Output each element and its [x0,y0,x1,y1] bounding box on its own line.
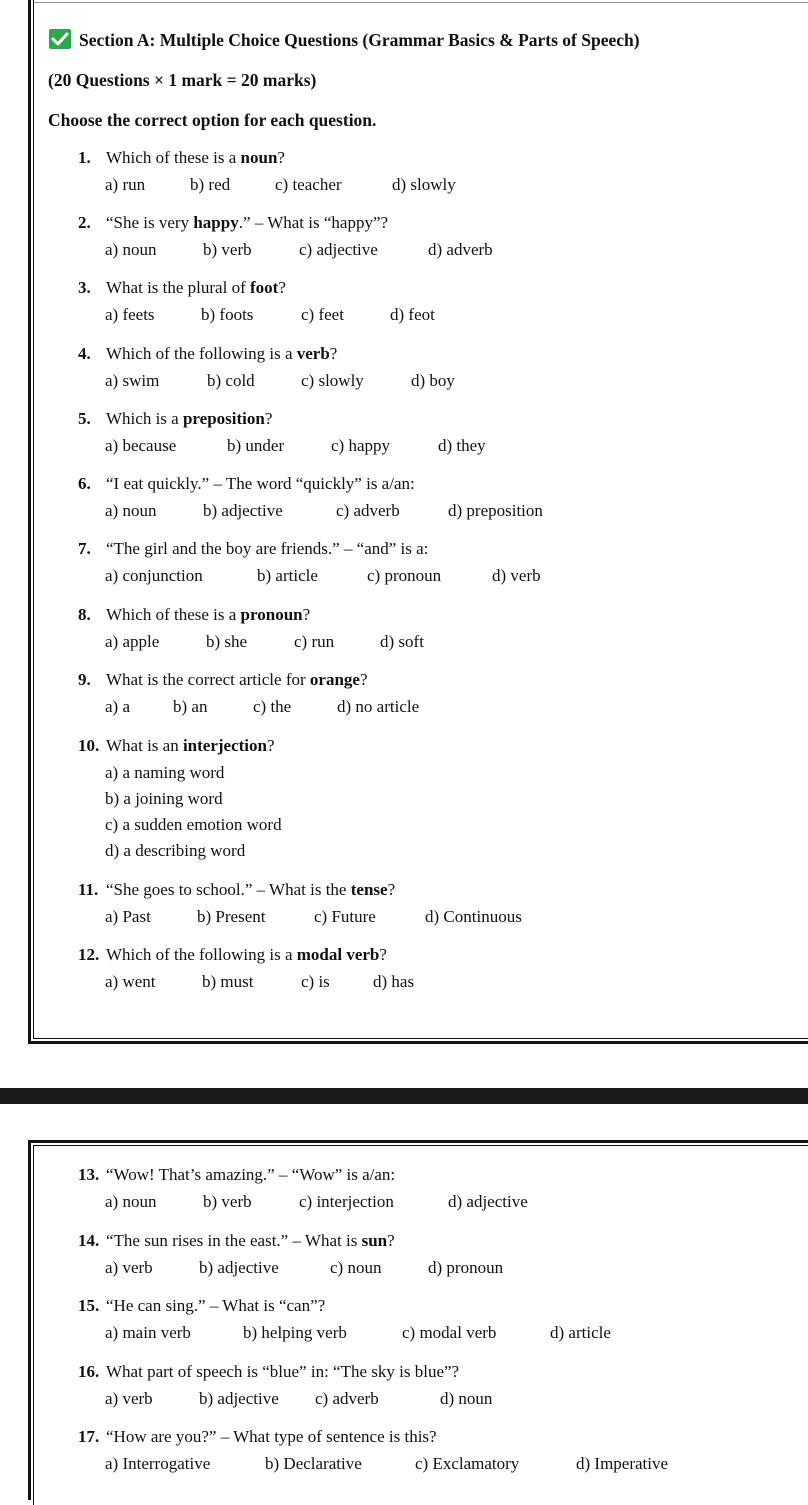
question-2-option-c[interactable]: c) adjective [299,240,378,259]
question-13 [78,1165,395,1185]
question-text-end: ? [266,736,275,755]
question-number: 4. [78,344,91,363]
question-5-option-c[interactable]: c) happy [331,436,391,455]
question-text: “He can sing.” – What is “can”? [106,1296,326,1315]
question-7-option-c[interactable]: c) pronoun [367,566,442,585]
question-text-end: .” – What is “happy”? [238,213,389,232]
question-text-end: ? [359,670,368,689]
question-3-option-b[interactable]: b) foots [201,305,254,324]
question-2 [78,213,388,233]
question-text-end: ? [264,409,273,428]
question-6-option-c[interactable]: c) adverb [336,501,400,520]
question-number: 2. [78,213,91,232]
question-9-option-a[interactable]: a) a [105,697,131,716]
question-7 [78,539,428,559]
question-10-option-c[interactable]: c) a sudden emotion word [105,815,282,834]
question-6-option-d[interactable]: d) preposition [448,501,543,520]
question-text-end: ? [379,945,387,964]
question-6-option-b[interactable]: b) adjective [203,501,283,520]
question-number: 12. [78,945,100,964]
question-5 [78,409,272,429]
question-number: 1. [78,148,91,167]
question-12-option-d[interactable]: d) has [373,972,415,991]
section-title: Section A: Multiple Choice Questions (Grammar Basics & Parts of Speech) [79,30,640,50]
question-9-option-b[interactable]: b) an [173,697,208,716]
question-2-option-a[interactable]: a) noun [105,240,157,259]
question-keyword: preposition [182,409,265,428]
question-14-option-b[interactable]: b) adjective [199,1258,279,1277]
question-12 [78,945,387,965]
question-17-option-c[interactable]: c) Exclamatory [415,1454,520,1473]
question-text-end: ? [277,148,285,167]
question-13-option-b[interactable]: b) verb [203,1192,252,1211]
question-14-option-d[interactable]: d) pronoun [428,1258,504,1277]
question-text: What is the correct article for [106,670,310,689]
question-number: 3. [78,278,91,297]
question-16-option-d[interactable]: d) noun [440,1389,493,1408]
question-number: 15. [78,1296,100,1315]
question-number: 6. [78,474,91,493]
question-14-option-a[interactable]: a) verb [105,1258,153,1277]
question-8-option-a[interactable]: a) apple [105,632,160,651]
question-12-option-b[interactable]: b) must [202,972,254,991]
question-10-option-b[interactable]: b) a joining word [105,789,223,808]
question-7-option-d[interactable]: d) verb [492,566,541,585]
question-number: 17. [78,1427,100,1446]
question-8-option-d[interactable]: d) soft [380,632,424,651]
question-keyword: verb [296,344,330,363]
question-number: 11. [78,880,99,899]
question-text-end: ? [387,880,396,899]
question-11 [78,880,395,900]
question-text: Which of the following is a [106,945,297,964]
question-13-option-c[interactable]: c) interjection [299,1192,394,1211]
question-13-option-a[interactable]: a) noun [105,1192,157,1211]
question-number: 14. [78,1231,100,1250]
question-1-option-d[interactable]: d) slowly [392,175,456,194]
question-4-option-a[interactable]: a) swim [105,371,160,390]
question-15-option-c[interactable]: c) modal verb [402,1323,497,1342]
question-15-option-b[interactable]: b) helping verb [243,1323,347,1342]
question-text: What is the plural of [106,278,250,297]
question-5-option-a[interactable]: a) because [105,436,177,455]
question-number: 7. [78,539,91,558]
question-16-option-a[interactable]: a) verb [105,1389,153,1408]
question-text: “The girl and the boy are friends.” – “and” is a: [106,539,429,558]
question-1-option-b[interactable]: b) red [190,175,231,194]
question-number: 9. [78,670,91,689]
question-3-option-d[interactable]: d) feot [390,305,435,324]
question-17-option-a[interactable]: a) Interrogative [105,1454,211,1473]
question-6-option-a[interactable]: a) noun [105,501,157,520]
question-3-option-c[interactable]: c) feet [301,305,344,324]
question-text: “I eat quickly.” – The word “quickly” is a/an: [106,474,415,493]
question-3 [78,278,286,298]
question-keyword: pronoun [240,605,303,624]
question-15-option-a[interactable]: a) main verb [105,1323,191,1342]
question-4-option-b[interactable]: b) cold [207,371,255,390]
question-keyword: happy [193,213,239,232]
question-8-option-b[interactable]: b) she [206,632,248,651]
question-keyword: modal verb [296,945,380,964]
question-text: “How are you?” – What type of sentence is this? [106,1427,437,1446]
question-keyword: sun [361,1231,388,1250]
question-17 [78,1427,437,1447]
question-9-option-c[interactable]: c) the [253,697,292,716]
question-text: Which is a [106,409,183,428]
question-11-option-a[interactable]: a) Past [105,907,151,926]
question-text: “She is very [106,213,194,232]
question-text: Which of these is a [106,148,241,167]
question-8 [78,605,310,625]
question-2-option-d[interactable]: d) adverb [428,240,493,259]
question-5-option-b[interactable]: b) under [227,436,285,455]
question-text-end: ? [302,605,311,624]
question-1-option-a[interactable]: a) run [105,175,146,194]
question-6 [78,474,415,494]
question-text-end: ? [278,278,286,297]
question-14-option-c[interactable]: c) noun [330,1258,382,1277]
question-1-option-c[interactable]: c) teacher [275,175,342,194]
question-text: What is an [106,736,183,755]
question-10-option-a[interactable]: a) a naming word [105,763,225,782]
question-10 [78,736,275,756]
question-text: “She goes to school.” – What is the [106,880,351,899]
question-1 [78,148,285,168]
question-number: 13. [78,1165,100,1184]
question-16-option-c[interactable]: c) adverb [315,1389,379,1408]
question-keyword: foot [250,278,279,297]
page-gap [0,1088,808,1104]
section-marks: (20 Questions × 1 mark = 20 marks) [48,70,317,90]
question-2-option-b[interactable]: b) verb [203,240,252,259]
check-icon [49,29,71,49]
question-number: 8. [78,605,91,624]
question-7-option-b[interactable]: b) article [257,566,318,585]
question-text-end: ? [329,344,338,363]
question-14 [78,1231,395,1251]
question-text: Which of the following is a [106,344,297,363]
question-keyword: tense [350,880,388,899]
question-keyword: orange [309,670,360,689]
question-text: Which of these is a [106,605,241,624]
question-12-option-a[interactable]: a) went [105,972,156,991]
question-16-option-b[interactable]: b) adjective [199,1389,279,1408]
question-keyword: noun [240,148,278,167]
question-15-option-d[interactable]: d) article [550,1323,611,1342]
question-number: 16. [78,1362,100,1381]
question-8-option-c[interactable]: c) run [294,632,335,651]
question-9 [78,670,368,690]
question-11-option-d[interactable]: d) Continuous [425,907,522,926]
question-4 [78,344,337,364]
question-text: What part of speech is “blue” in: “The sky is blue”? [106,1362,460,1381]
question-12-option-c[interactable]: c) is [301,972,330,991]
question-15 [78,1296,325,1316]
question-9-option-d[interactable]: d) no article [337,697,420,716]
question-3-option-a[interactable]: a) feets [105,305,155,324]
question-16 [78,1362,459,1382]
section-instruction: Choose the correct option for each question. [48,110,377,130]
question-text: “Wow! That’s amazing.” – “Wow” is a/an: [106,1165,396,1184]
question-13-option-d[interactable]: d) adjective [448,1192,528,1211]
question-number: 5. [78,409,91,428]
question-keyword: interjection [182,736,267,755]
question-7-option-a[interactable]: a) conjunction [105,566,203,585]
question-11-option-b[interactable]: b) Present [197,907,266,926]
question-10-option-d[interactable]: d) a describing word [105,841,246,860]
question-text: “The sun rises in the east.” – What is [106,1231,362,1250]
question-text-end: ? [387,1231,395,1250]
question-17-option-b[interactable]: b) Declarative [265,1454,362,1473]
question-17-option-d[interactable]: d) Imperative [576,1454,669,1473]
question-4-option-d[interactable]: d) boy [411,371,455,390]
question-number: 10. [78,736,100,755]
question-4-option-c[interactable]: c) slowly [301,371,364,390]
question-5-option-d[interactable]: d) they [438,436,486,455]
question-11-option-c[interactable]: c) Future [314,907,376,926]
